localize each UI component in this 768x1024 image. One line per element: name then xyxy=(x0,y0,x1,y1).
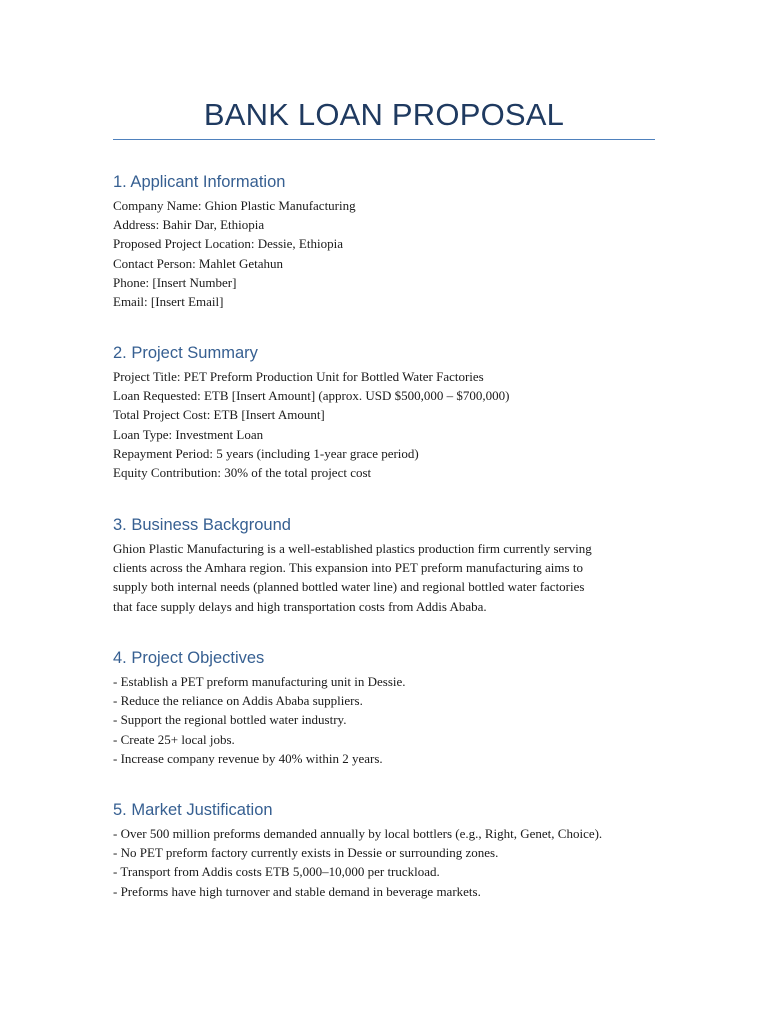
objective-item: - Support the regional bottled water industry. xyxy=(113,712,347,728)
objective-item: - Increase company revenue by 40% within 2 years. xyxy=(113,750,383,766)
section-heading: 3. Business Background xyxy=(113,516,291,534)
paragraph-line: clients across the Amhara region. This expansion into PET preform manufacturing aims to xyxy=(113,560,583,576)
title-divider xyxy=(113,139,655,140)
section-heading: 4. Project Objectives xyxy=(113,649,265,667)
section-market-justification xyxy=(113,799,673,901)
section-heading: 1. Applicant Information xyxy=(113,173,286,191)
total-cost-line: Total Project Cost: ETB [Insert Amount] xyxy=(113,407,325,423)
contact-person-line: Contact Person: Mahlet Getahun xyxy=(113,255,284,271)
section-project-summary xyxy=(113,342,673,482)
loan-requested-line: Loan Requested: ETB [Insert Amount] (approx. USD $500,000 – $700,000) xyxy=(113,388,510,404)
repayment-period-line: Repayment Period: 5 years (including 1-year grace period) xyxy=(113,445,419,461)
justification-item: - Transport from Addis costs ETB 5,000–10,000 per truckload. xyxy=(113,864,440,880)
paragraph-line: that face supply delays and high transportation costs from Addis Ababa. xyxy=(113,598,487,614)
justification-item: - Preforms have high turnover and stable demand in beverage markets. xyxy=(113,883,481,899)
objective-item: - Create 25+ local jobs. xyxy=(113,731,235,747)
justification-item: - No PET preform factory currently exists in Dessie or surrounding zones. xyxy=(113,845,499,861)
project-title-line: Project Title: PET Preform Production Unit for Bottled Water Factories xyxy=(113,369,484,384)
section-business-background xyxy=(113,514,673,616)
objective-item: - Establish a PET preform manufacturing unit in Dessie. xyxy=(113,674,406,689)
section-heading: 2. Project Summary xyxy=(113,344,258,362)
company-name-line: Company Name: Ghion Plastic Manufacturing xyxy=(113,198,356,213)
address-line: Address: Bahir Dar, Ethiopia xyxy=(113,217,265,233)
section-heading: 5. Market Justification xyxy=(113,801,273,819)
section-project-objectives xyxy=(113,647,673,768)
section-applicant-information xyxy=(113,171,673,311)
project-location-line: Proposed Project Location: Dessie, Ethiopia xyxy=(113,236,343,252)
phone-line: Phone: [Insert Number] xyxy=(113,274,237,290)
loan-type-line: Loan Type: Investment Loan xyxy=(113,426,264,442)
email-line: Email: [Insert Email] xyxy=(113,294,224,310)
objective-item: - Reduce the reliance on Addis Ababa suppliers. xyxy=(113,693,363,709)
justification-item: - Over 500 million preforms demanded annually by local bottlers (e.g., Right, Genet, Choice). xyxy=(113,826,603,841)
paragraph-line: Ghion Plastic Manufacturing is a well-established plastics production firm currently serving xyxy=(113,541,592,556)
equity-contribution-line: Equity Contribution: 30% of the total project cost xyxy=(113,465,372,481)
paragraph-line: supply both internal needs (planned bottled water line) and regional bottled water factories xyxy=(113,579,585,595)
document-title: BANK LOAN PROPOSAL xyxy=(203,97,565,132)
